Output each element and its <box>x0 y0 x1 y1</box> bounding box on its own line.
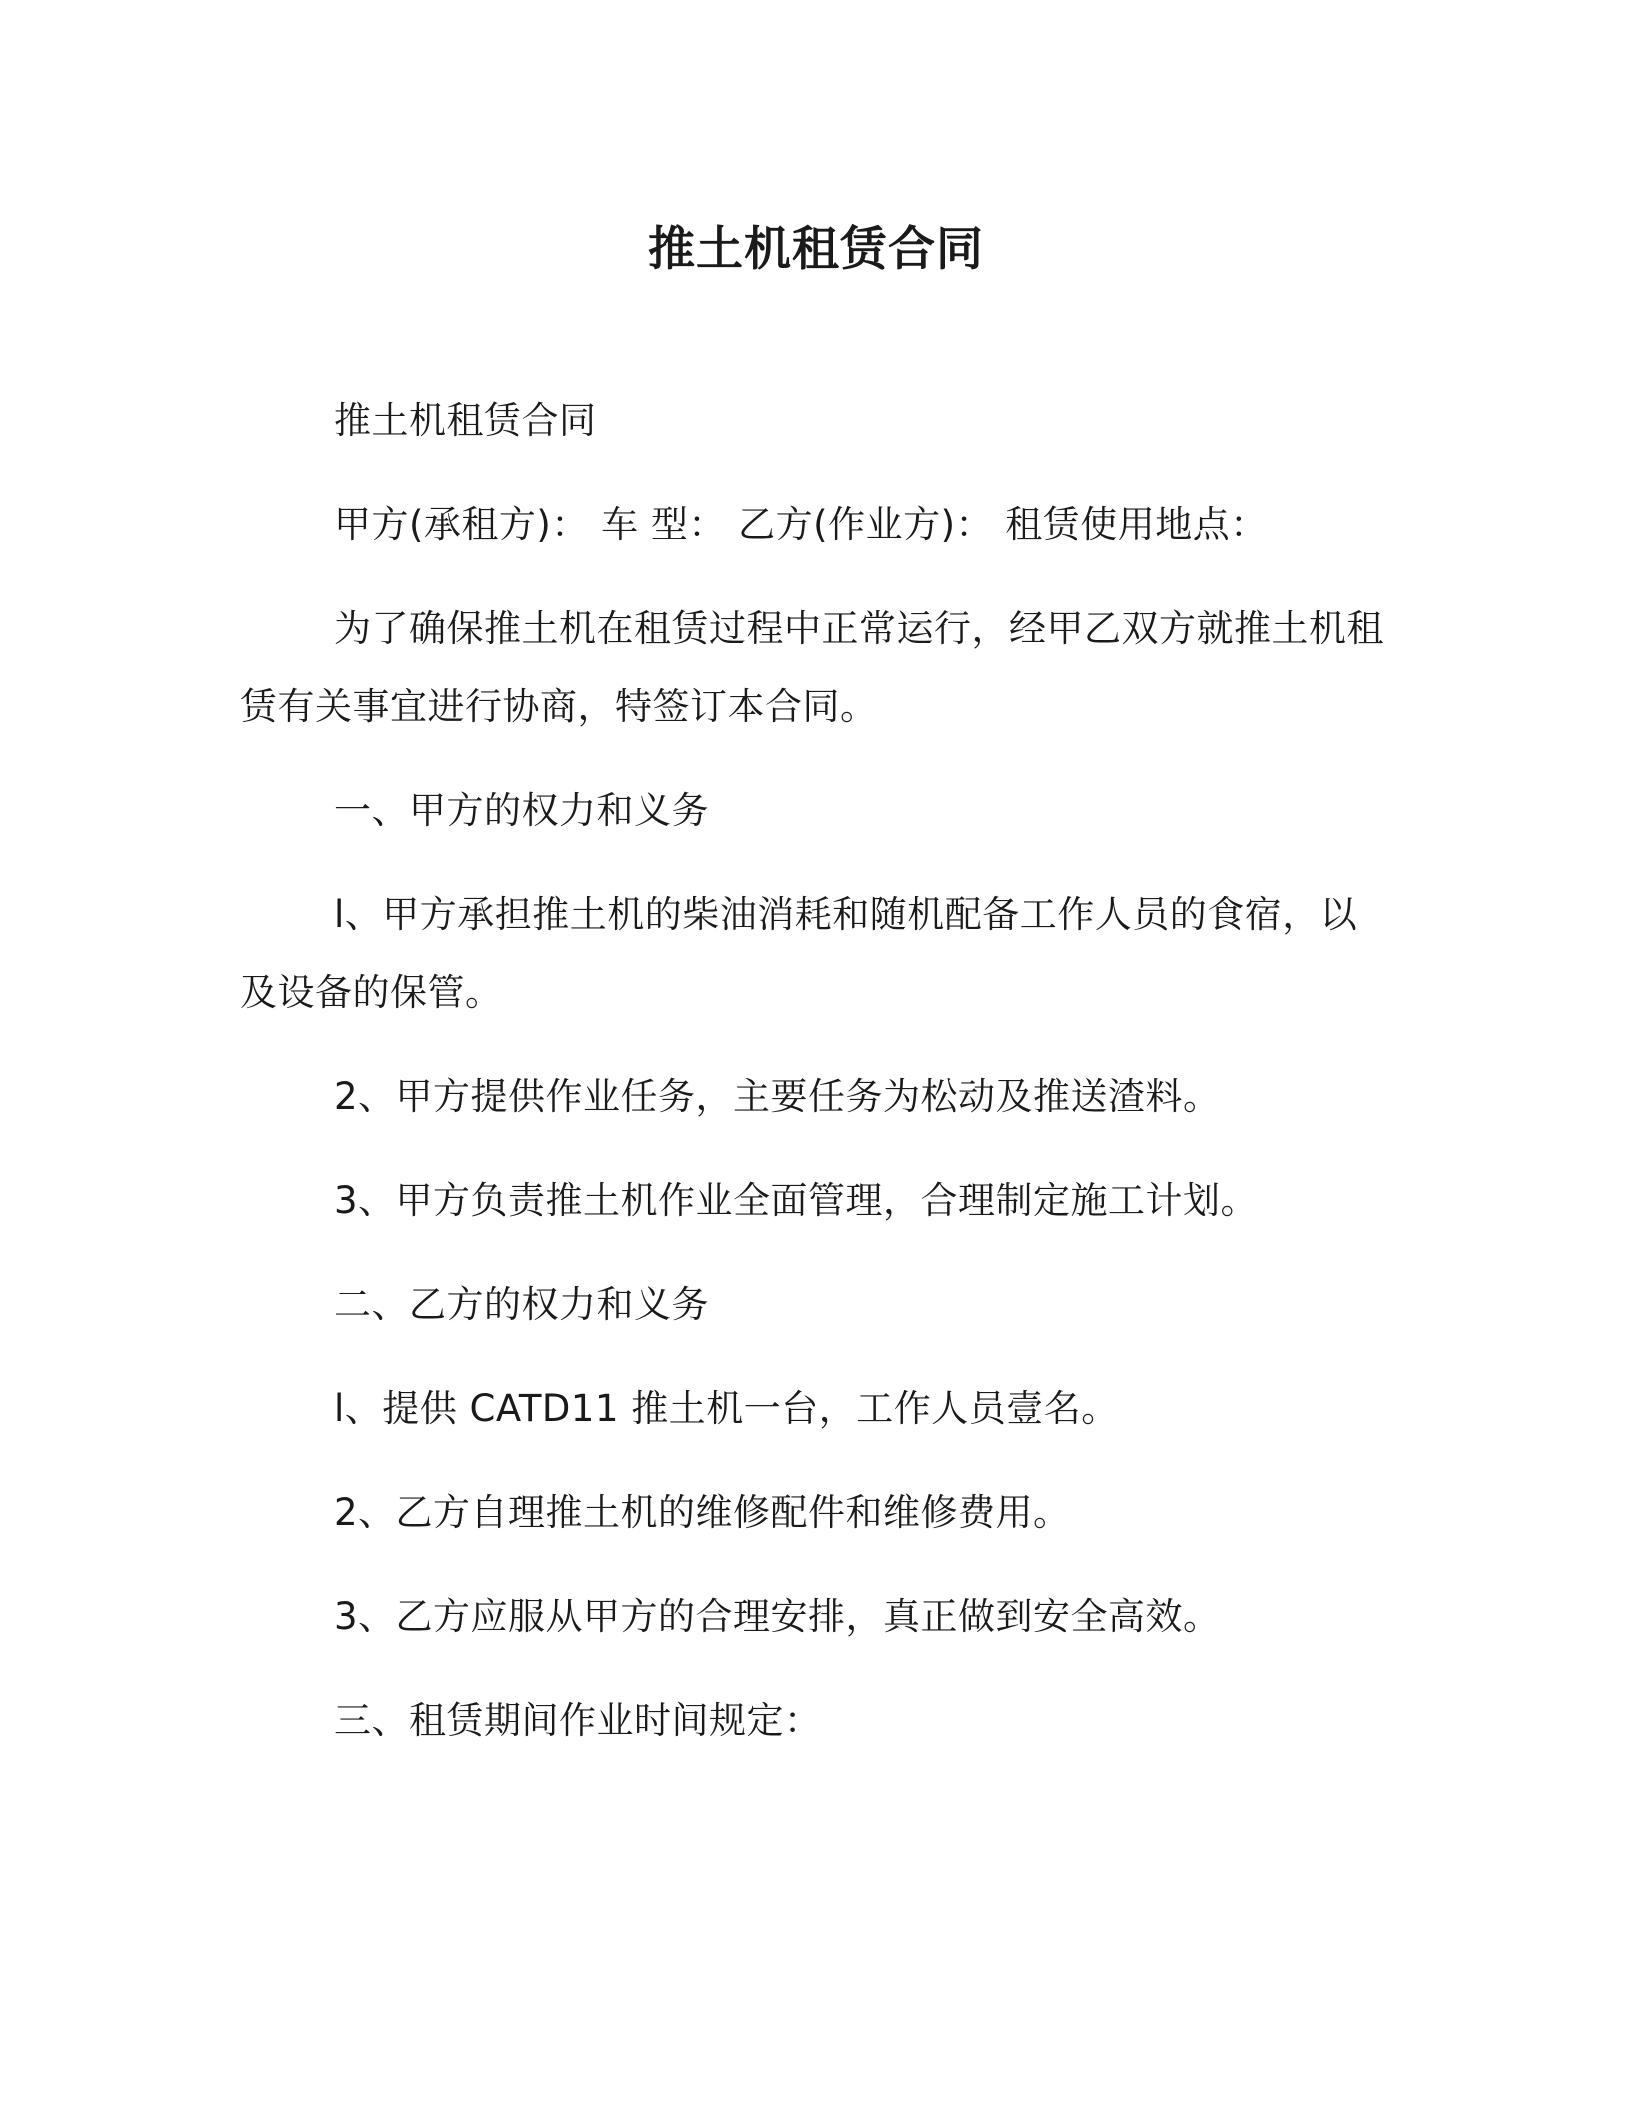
section1-item1-line1: l、甲方承担推土机的柴油消耗和随机配备工作人员的食宿，以 <box>334 893 1358 936</box>
section1-item2: 2、甲方提供作业任务，主要任务为松动及推送渣料。 <box>334 1075 1221 1118</box>
section1-item1-line2: 及设备的保管。 <box>240 971 503 1014</box>
intro-paragraph-line2: 赁有关事宜进行协商，特签订本合同。 <box>240 685 878 728</box>
document-subtitle: 推土机租赁合同 <box>334 399 597 442</box>
intro-paragraph-line1: 为了确保推土机在租赁过程中正常运行，经甲乙双方就推土机租 <box>334 607 1384 650</box>
section2-item2: 2、乙方自理推土机的维修配件和维修费用。 <box>334 1491 1071 1534</box>
section1-item3: 3、甲方负责推土机作业全面管理，合理制定施工计划。 <box>334 1179 1259 1222</box>
document-title: 推土机租赁合同 <box>648 222 984 277</box>
section2-item3: 3、乙方应服从甲方的合理安排，真正做到安全高效。 <box>334 1595 1221 1638</box>
section1-heading: 一、甲方的权力和义务 <box>334 789 709 832</box>
section2-heading: 二、乙方的权力和义务 <box>334 1283 709 1326</box>
parties-line: 甲方(承租方)： 车 型： 乙方(作业方)： 租赁使用地点： <box>334 503 1268 546</box>
section3-heading: 三、租赁期间作业时间规定： <box>334 1699 822 1742</box>
section2-item1: l、提供 CATD11 推土机一台，工作人员壹名。 <box>334 1387 1119 1430</box>
